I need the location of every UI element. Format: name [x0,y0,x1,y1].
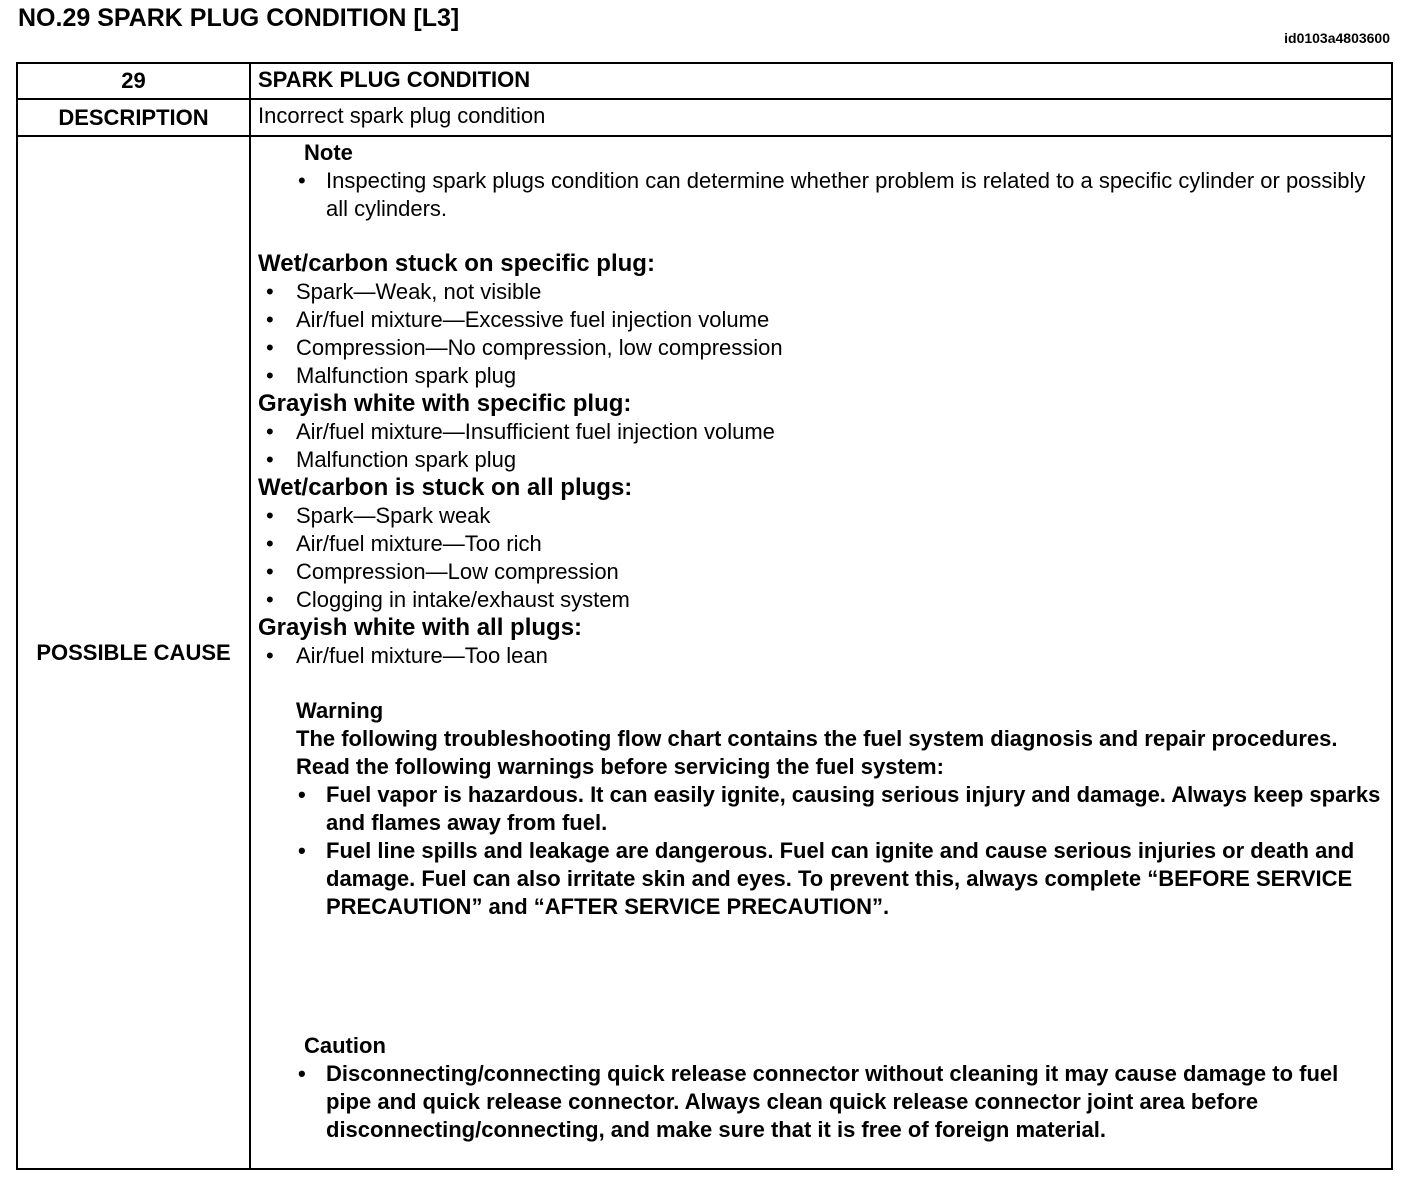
section-heading: Wet/carbon is stuck on all plugs: [258,474,633,501]
column-divider [249,64,251,1168]
description-text: Incorrect spark plug condition [258,103,546,128]
cause-item: • Malfunction spark plug [258,446,1383,474]
cause-item: • Air/fuel mixture—Insufficient fuel injection volume [258,418,1383,446]
cause-item: • Clogging in intake/exhaust system [258,586,1383,614]
cause-item: • Compression—Low compression [258,558,1383,586]
warning-block [296,697,1383,921]
spark-plug-table [16,62,1393,1170]
caution-heading: Caution [304,1033,386,1058]
caution-list [258,1060,1383,1144]
description-label: DESCRIPTION [58,104,209,130]
section-heading: Wet/carbon stuck on specific plug: [258,250,655,277]
cause-list [258,502,1383,614]
warning-item: • Fuel line spills and leakage are dangerous. Fuel can ignite and cause serious injuries or death and damage. Fuel can also irritate skin and eyes. To prevent this, always complete “BEFORE SERVICE PRECAUTION” and “AFTER SERVICE PRECAUTION”. [296,837,1383,921]
note-list [258,167,1383,223]
item-heading: SPARK PLUG CONDITION [258,67,531,92]
warning-item: • Fuel vapor is hazardous. It can easily ignite, causing serious injury and damage. Always keep sparks and flames away from fuel. [296,781,1383,837]
section-heading: Grayish white with all plugs: [258,614,583,641]
caution-item: • Disconnecting/connecting quick release connector without cleaning it may cause damage to fuel pipe and quick release connector. Always clean quick release connector joint area before disconnecting/connecting, and make sure that it is free of foreign material. [258,1060,1383,1144]
page-title: NO.29 SPARK PLUG CONDITION [L3] [18,4,460,32]
caution-block [258,1032,1383,1144]
cause-list [258,642,1383,670]
cause-item: • Malfunction spark plug [258,362,1383,390]
warning-intro: The following troubleshooting flow chart contains the fuel system diagnosis and repair procedures. Read the following warnings before servicing the fuel system: [296,726,1338,779]
possible-cause-content [258,139,1383,1144]
warning-heading: Warning [296,698,384,723]
item-number: 29 [121,68,146,93]
cause-list [258,418,1383,474]
cause-item: • Spark—Weak, not visible [258,278,1383,306]
cause-list [258,278,1383,390]
cause-item: • Air/fuel mixture—Excessive fuel injection volume [258,306,1383,334]
section-heading: Grayish white with specific plug: [258,390,632,417]
warning-list [296,781,1383,921]
cause-item: • Spark—Spark weak [258,502,1383,530]
possible-cause-label: POSSIBLE CAUSE [36,639,231,665]
document-id: id0103a4803600 [1284,30,1390,46]
note-heading: Note [304,140,353,165]
cause-item: • Compression—No compression, low compression [258,334,1383,362]
cause-item: • Air/fuel mixture—Too rich [258,530,1383,558]
note-item: • Inspecting spark plugs condition can determine whether problem is related to a specific cylinder or possibly all cylinders. [258,167,1383,223]
cause-item: • Air/fuel mixture—Too lean [258,642,1383,670]
